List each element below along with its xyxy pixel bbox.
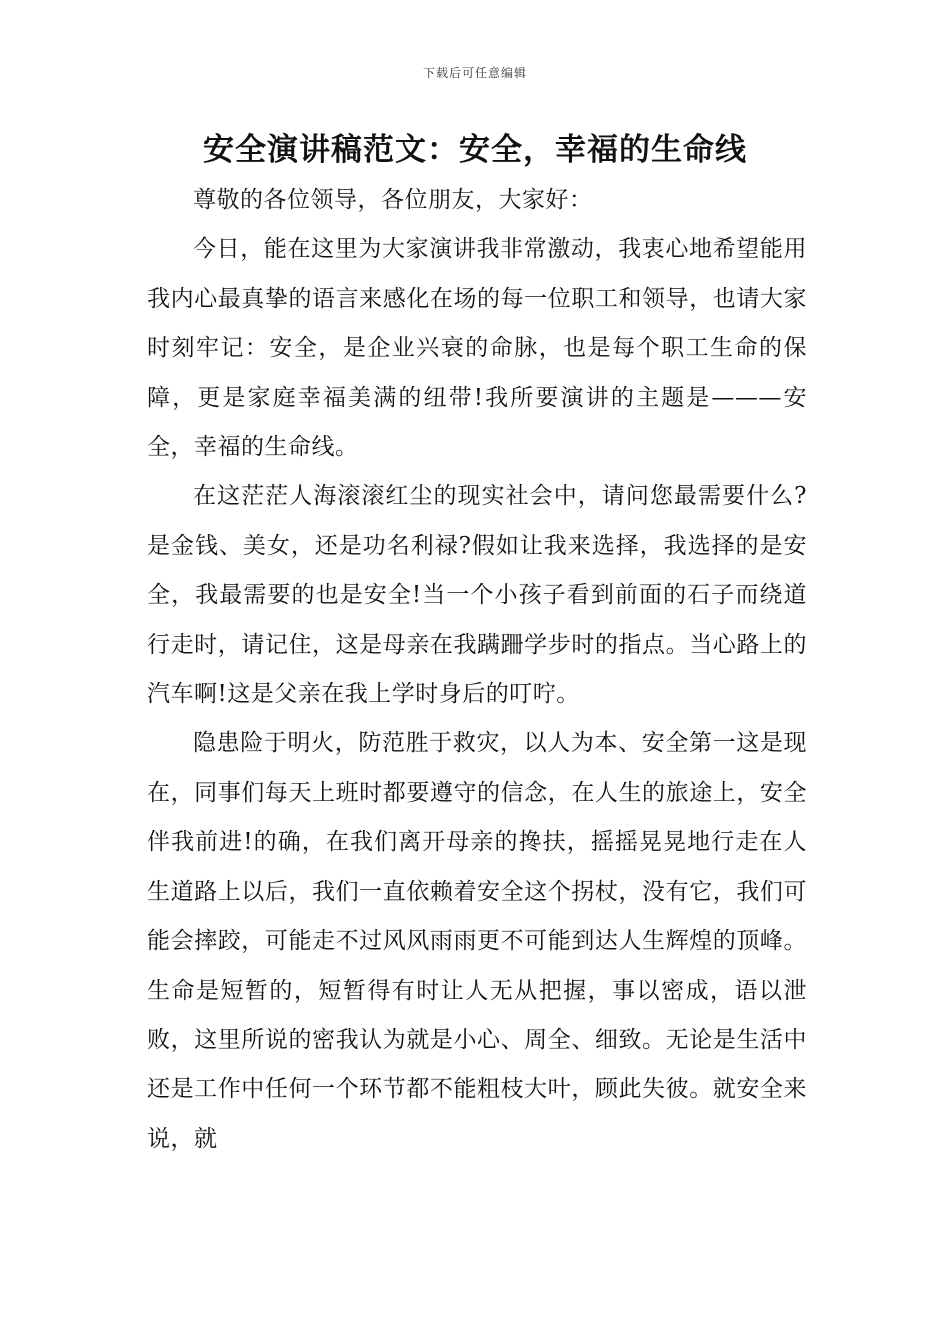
paragraph: 隐患险于明火，防范胜于救灾，以人为本、安全第一这是现在，同事们每天上班时都要遵守的信念，在人生的旅途上，安全伴我前进!的确，在我们离开母亲的搀扶，摇摇晃晃地行走在人生道路上以后，我们一直依赖着安全这个拐杖，没有它，我们可能会摔跤，可能走不过风风雨雨更不可能到达人生辉煌的顶峰。生命是短暂的，短暂得有时让人无从把握，事以密成，语以泄败，这里所说的密我认为就是小心、周全、细致。无论是生活中还是工作中任何一个环节都不能粗枝大叶，顾此失彼。就安全来说，就: [147, 730, 807, 1152]
paragraph: 今日，能在这里为大家演讲我非常激动，我衷心地希望能用我内心最真挚的语言来感化在场的每一位职工和领导，也请大家时刻牢记：安全，是企业兴衰的命脉，也是每个职工生命的保障，更是家庭幸福美满的纽带!我所要演讲的主题是———安全，幸福的生命线。: [147, 236, 807, 461]
paragraph: 在这茫茫人海滚滚红尘的现实社会中，请问您最需要什么?是金钱、美女，还是功名利禄?假如让我来选择，我选择的是安全，我最需要的也是安全!当一个小孩子看到前面的石子而绕道行走时，请记住，这是母亲在我蹒跚学步时的指点。当心路上的汽车啊!这是父亲在我上学时身后的叮咛。: [147, 483, 807, 708]
document-title: 安全演讲稿范文：安全，幸福的生命线: [203, 132, 747, 168]
header-note: 下载后可任意编辑: [422, 66, 527, 80]
paragraph-greeting: 尊敬的各位领导，各位朋友，大家好：: [193, 187, 593, 213]
document-body: [147, 176, 807, 1164]
